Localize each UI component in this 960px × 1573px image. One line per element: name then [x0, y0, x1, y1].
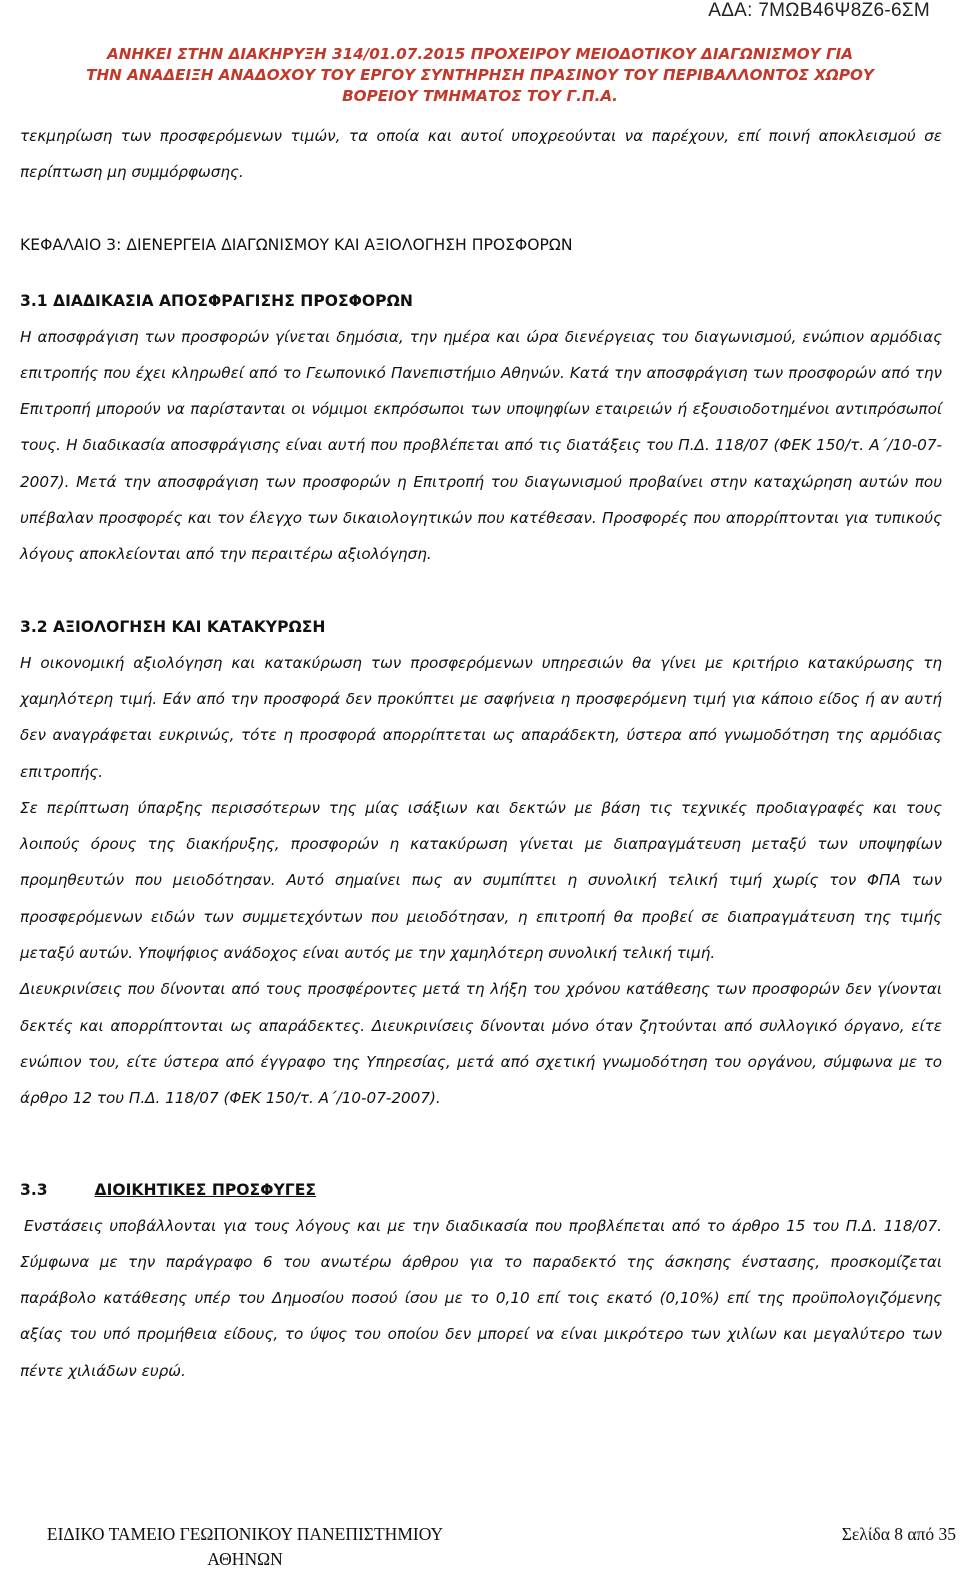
intro-paragraph: τεκμηρίωση των προσφερόμενων τιμών, τα οποία και αυτοί υποχρεούνται να παρέχουν, επί ποινή αποκλεισμού σε περίπτωση μη συμμόρφωσης. — [20, 127, 942, 182]
section-3-2-title: 3.2 ΑΞΙΟΛΟΓΗΣΗ ΚΑΙ ΚΑΤΑΚΥΡΩΣΗ — [20, 617, 326, 636]
section-3-3-title: ΔΙΟΙΚΗΤΙΚΕΣ ΠΡΟΣΦΥΓΕΣ — [94, 1180, 316, 1199]
section-3-1-body: Η αποσφράγιση των προσφορών γίνεται δημόσια, την ημέρα και ώρα διενέργειας του διαγωνισμού, ενώπιον αρμόδιας επιτροπής που έχει κληρωθεί από το Γεωπονικό Πανεπιστήμιο Αθηνών. Κατά την αποσφράγιση των προσφορών από την Επιτροπή μπορούν να παρίστανται οι νόμιμοι εκπρόσωποι των υποψηφίων εταιρειών ή εξουσιοδοτημένοι αντιπρόσωποί τους. Η διαδικασία αποσφράγισης είναι αυτή που προβλέπεται από τις διατάξεις του Π.Δ. 118/07 (ΦΕΚ 150/τ. Α΄/10-07-2007). Μετά την αποσφράγιση των προσφορών η Επιτροπή του διαγωνισμού προβαίνει στην καταχώρηση αυτών που υπέβαλαν προσφορές και τον έλεγχο των δικαιολογητικών που κατέθεσαν. Προσφορές που απορρίπτονται για τυπικούς λόγους αποκλείονται από την περαιτέρω αξιολόγηση. — [20, 327, 942, 564]
section-3-2-paragraph-3: Διευκρινίσεις που δίνονται από τους προσφέροντες μετά τη λήξη του χρόνου κατάθεσης των προσφορών δεν γίνονται δεκτές και απορρίπτονται ως απαράδεκτες. Διευκρινίσεις δίνονται μόνο όταν ζητούνται από συλλογικό όργανο, είτε ενώπιον του, είτε ύστερα από έγγραφο της Υπηρεσίας, μετά από σχετική γνωμοδότηση του οργάνου, σύμφωνα με το άρθρο 12 του Π.Δ. 118/07 (ΦΕΚ 150/τ. Α΄/10-07-2007). — [20, 980, 942, 1108]
section-3-3-body: Ενστάσεις υποβάλλονται για τους λόγους και με την διαδικασία που προβλέπεται από το άρθρο 15 του Π.Δ. 118/07. Σύμφωνα με την παράγραφο 6 του ανωτέρω άρθρου για το παραδεκτό της άσκησης ένστασης, προσκομίζεται παράβολο κατάθεσης υπέρ του Δημοσίου ποσού ίσου με το 0,10 επί τοις εκατό (0,10%) επί της προϋπολογιζόμενης αξίας του υπό προμήθεια είδους, το ύψος του οποίου δεν μπορεί να είναι μικρότερο των χιλίων και μεγαλύτερο των πέντε χιλιάδων ευρώ. — [20, 1216, 942, 1380]
tender-banner — [14, 44, 946, 107]
footer-org-line-2: ΑΘΗΝΩΝ — [207, 1549, 283, 1569]
ada-code: ΑΔΑ: 7ΜΩΒ46Ψ8Ζ6-6ΣΜ — [708, 0, 930, 21]
banner-line-1: ΑΝΗΚΕΙ ΣΤΗΝ ΔΙΑΚΗΡΥΞΗ 314/01.07.2015 ΠΡΟΧΕΙΡΟΥ ΜΕΙΟΔΟΤΙΚΟΥ ΔΙΑΓΩΝΙΣΜΟΥ ΓΙΑ — [106, 45, 854, 63]
document-body — [20, 118, 942, 1389]
chapter-title: ΚΕΦΑΛΑΙΟ 3: ΔΙΕΝΕΡΓΕΙΑ ΔΙΑΓΩΝΙΣΜΟΥ ΚΑΙ ΑΞΙΟΛΟΓΗΣΗ ΠΡΟΣΦΟΡΩΝ — [20, 235, 573, 254]
page-number: Σελίδα 8 από 35 — [841, 1524, 956, 1544]
footer-organization — [20, 1522, 470, 1572]
section-3-2-paragraph-2: Σε περίπτωση ύπαρξης περισσότερων της μίας ισάξιων και δεκτών με βάση τις τεχνικές προδιαγραφές και τους λοιπούς όρους της διακήρυξης, προσφορών η κατακύρωση γίνεται με διαπραγμάτευση μεταξύ των υποψηφίων προμηθευτών που μειοδότησαν. Αυτό σημαίνει πως αν συμπίπτει η συνολική τελική τιμή χωρίς τον ΦΠΑ των προσφερόμενων ειδών των συμμετεχόντων που μειοδότησαν, η επιτροπή θα προβεί σε διαπραγμάτευση της τιμής μεταξύ αυτών. Υποψήφιος ανάδοχος είναι αυτός με την χαμηλότερη συνολική τελική τιμή. — [20, 798, 942, 963]
banner-line-3: ΒΟΡΕΙΟΥ ΤΜΗΜΑΤΟΣ ΤΟΥ Γ.Π.Α. — [342, 87, 618, 105]
section-3-3-heading — [20, 1172, 942, 1208]
banner-line-2: ΤΗΝ ΑΝΑΔΕΙΞΗ ΑΝΑΔΟΧΟΥ ΤΟΥ ΕΡΓΟΥ ΣΥΝΤΗΡΗΣΗ ΠΡΑΣΙΝΟΥ ΤΟΥ ΠΕΡΙΒΑΛΛΟΝΤΟΣ ΧΩΡΟΥ — [86, 66, 874, 84]
section-3-1-title: 3.1 ΔΙΑΔΙΚΑΣΙΑ ΑΠΟΣΦΡΑΓΙΣΗΣ ΠΡΟΣΦΟΡΩΝ — [20, 291, 413, 310]
section-3-2-paragraph-1: Η οικονομική αξιολόγηση και κατακύρωση των προσφερόμενων υπηρεσιών θα γίνει με κριτήριο κατακύρωσης τη χαμηλότερη τιμή. Εάν από την προσφορά δεν προκύπτει με σαφήνεια η προσφερόμενη τιμή για κάποιο είδος ή αν αυτή δεν αναγράφεται ευκρινώς, τότε η προσφορά απορρίπτεται ως απαράδεκτη, ύστερα από γνωμοδότηση της αρμόδιας επιτροπής. — [20, 653, 942, 781]
footer-org-line-1: ΕΙΔΙΚΟ ΤΑΜΕΙΟ ΓΕΩΠΟΝΙΚΟΥ ΠΑΝΕΠΙΣΤΗΜΙΟΥ — [46, 1524, 444, 1544]
section-3-3-number: 3.3 — [20, 1180, 48, 1199]
